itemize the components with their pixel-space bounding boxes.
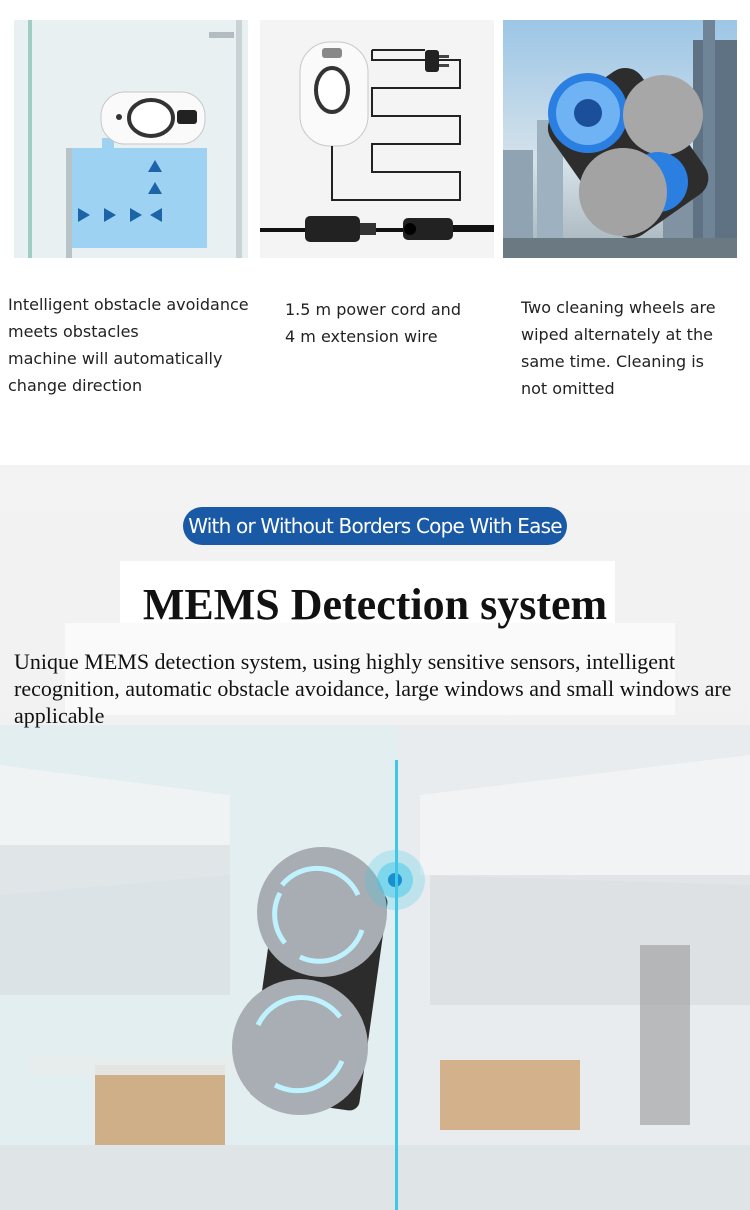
kitchen-scene-illustration [0, 725, 750, 1210]
obstacle-avoidance-image [14, 20, 248, 258]
cleaning-wheels-illustration [503, 20, 737, 258]
cleaning-wheels-image [503, 20, 737, 258]
borders-pill-badge: With or Without Borders Cope With Ease [183, 507, 567, 545]
caption-line: change direction [8, 376, 143, 395]
feature-caption-wheels [521, 294, 746, 402]
mems-banner-section [0, 465, 750, 1210]
features-section [0, 0, 750, 465]
caption-line: 4 m extension wire [285, 327, 438, 346]
page-title: MEMS Detection system [142, 580, 608, 629]
power-cord-image [260, 20, 494, 258]
caption-line: same time. Cleaning is [521, 352, 704, 371]
caption-line: not omitted [521, 379, 615, 398]
robot-icon [300, 42, 368, 146]
caption-line: Intelligent obstacle avoidance [8, 295, 249, 314]
caption-line: wiped alternately at the [521, 325, 713, 344]
power-cord-illustration [260, 20, 494, 258]
feature-caption-obstacle [8, 291, 270, 399]
window-robot-path-illustration [14, 20, 248, 258]
glass-edge-line [395, 760, 398, 1210]
description-text: Unique MEMS detection system, using highly sensitive sensors, intelligent recognition, automatic obstacle avoidance, large windows and small windows are applicable [14, 649, 732, 728]
caption-line: machine will automatically [8, 349, 223, 368]
caption-line: meets obstacles [8, 322, 139, 341]
caption-line: 1.5 m power cord and [285, 300, 461, 319]
cleaning-path-area [72, 138, 207, 248]
robot-icon [101, 92, 205, 144]
feature-caption-power-cord [285, 296, 495, 350]
caption-line: Two cleaning wheels are [521, 298, 716, 317]
